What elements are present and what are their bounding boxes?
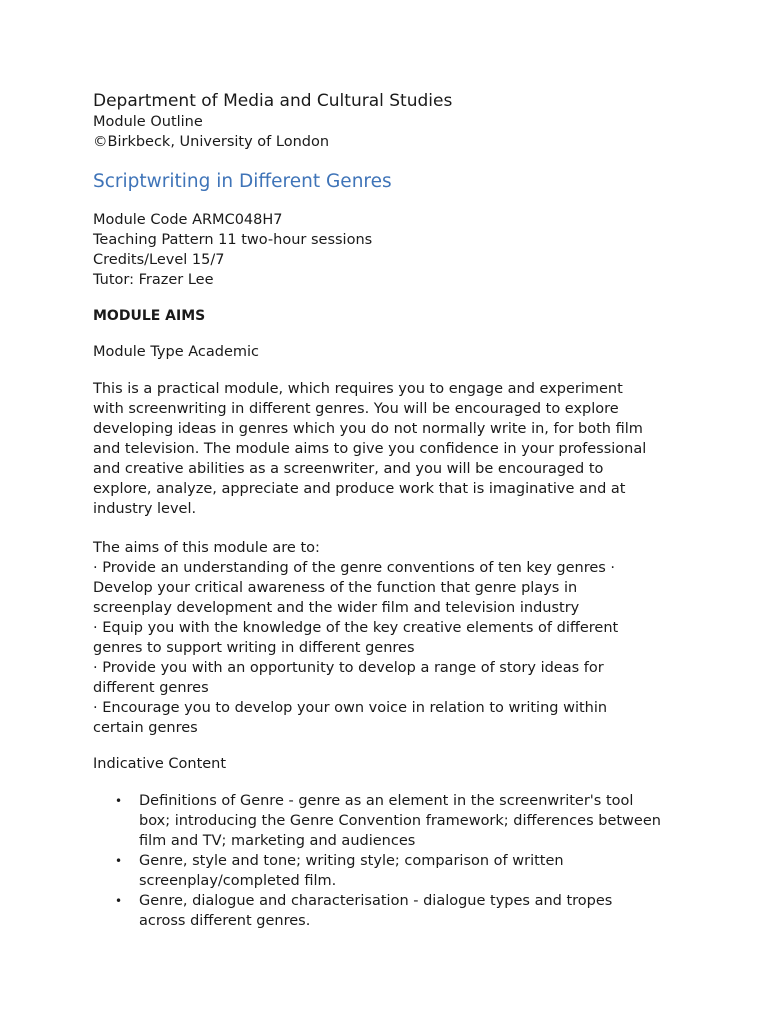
- aims-line: · Equip you with the knowledge of the key creative elements of different: [93, 620, 619, 636]
- module-aims-heading: MODULE AIMS: [93, 308, 206, 324]
- indicative-content-list: [93, 791, 673, 931]
- description-line: industry level.: [93, 501, 197, 517]
- aims-line: genres to support writing in different genres: [93, 640, 415, 656]
- aims-line: The aims of this module are to:: [93, 540, 320, 556]
- aims-line: · Provide you with an opportunity to develop a range of story ideas for: [93, 660, 604, 676]
- description-line: with screenwriting in different genres. You will be encouraged to explore: [93, 401, 619, 417]
- aims-line: screenplay development and the wider film and television industry: [93, 600, 580, 616]
- list-item: [93, 791, 673, 851]
- bullet-icon: •: [115, 794, 123, 808]
- description-line: and television. The module aims to give you confidence in your professional: [93, 441, 647, 457]
- aims-list: [93, 538, 673, 738]
- module-code: Module Code ARMC048H7: [93, 212, 283, 228]
- bullet-icon: •: [115, 894, 123, 908]
- aims-line: Develop your critical awareness of the function that genre plays in: [93, 580, 578, 596]
- description-line: developing ideas in genres which you do not normally write in, for both film: [93, 421, 643, 437]
- teaching-pattern: Teaching Pattern 11 two-hour sessions: [93, 232, 373, 248]
- credits-level: Credits/Level 15/7: [93, 252, 225, 268]
- list-item-line: across different genres.: [139, 913, 311, 929]
- aims-line: different genres: [93, 680, 209, 696]
- module-description: [93, 379, 673, 519]
- list-item-line: film and TV; marketing and audiences: [139, 833, 416, 849]
- document-type: Module Outline: [93, 114, 203, 130]
- list-item-line: screenplay/completed film.: [139, 873, 337, 889]
- list-item-line: Genre, style and tone; writing style; comparison of written: [139, 853, 564, 869]
- aims-line: · Encourage you to develop your own voice in relation to writing within: [93, 700, 608, 716]
- description-line: This is a practical module, which requires you to engage and experiment: [93, 381, 623, 397]
- module-type: Module Type Academic: [93, 344, 260, 360]
- module-title: Scriptwriting in Different Genres: [93, 171, 392, 192]
- tutor: Tutor: Frazer Lee: [93, 272, 214, 288]
- department-title: Department of Media and Cultural Studies: [93, 91, 453, 111]
- list-item-line: box; introducing the Genre Convention framework; differences between: [139, 813, 661, 829]
- aims-line: · Provide an understanding of the genre conventions of ten key genres ·: [93, 560, 616, 576]
- list-item-line: Definitions of Genre - genre as an element in the screenwriter's tool: [139, 793, 634, 809]
- module-meta: [93, 210, 673, 290]
- list-item-line: Genre, dialogue and characterisation - dialogue types and tropes: [139, 893, 613, 909]
- bullet-icon: •: [115, 854, 123, 868]
- aims-line: certain genres: [93, 720, 198, 736]
- copyright-line: ©Birkbeck, University of London: [93, 134, 330, 150]
- indicative-content-heading: Indicative Content: [93, 756, 227, 772]
- list-item: [93, 851, 673, 891]
- description-line: explore, analyze, appreciate and produce work that is imaginative and at: [93, 481, 626, 497]
- document-page: [93, 90, 673, 931]
- description-line: and creative abilities as a screenwriter, and you will be encouraged to: [93, 461, 604, 477]
- list-item: [93, 891, 673, 931]
